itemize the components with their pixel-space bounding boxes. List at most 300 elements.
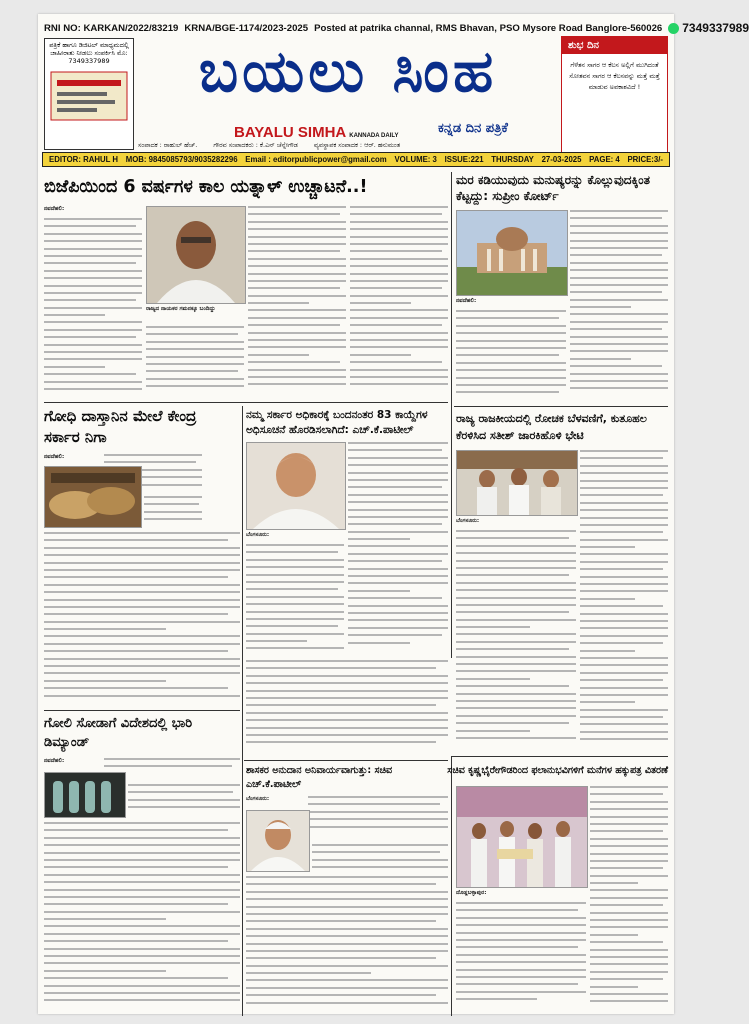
text-line (248, 265, 346, 267)
text-line (456, 626, 530, 628)
text-line (456, 567, 576, 569)
text-line (456, 530, 576, 532)
text-line (580, 627, 668, 629)
soda-body-side (128, 784, 240, 818)
text-line (248, 339, 346, 341)
text-line (44, 918, 166, 920)
text-line (308, 803, 440, 805)
text-line (246, 928, 448, 930)
text-line (456, 730, 530, 732)
mla-headline: ಶಾಸಕರ ಅನುದಾನ ಅನಿವಾರ್ಯವಾಗುತ್ತು: ಸಚಿವ ಎಚ್.ಕೆ.ಪಾಟೀಲ್ (246, 765, 393, 790)
text-line (590, 823, 668, 825)
text-line (590, 941, 663, 943)
text-line (590, 904, 663, 906)
text-line (590, 897, 668, 899)
text-line (456, 715, 576, 717)
text-line (248, 332, 346, 334)
text-line (312, 851, 440, 853)
text-line (590, 793, 663, 795)
kerala-dateline: ಬೆಂಗಳೂರು: (456, 518, 480, 524)
kerala-body-col2 (580, 450, 668, 750)
text-line (248, 221, 346, 223)
text-line (44, 940, 228, 942)
honorary-editor: ಗೌರವ ಸಂಪಾದಕರು : ಕೆ.ಎನ್ ಚೆನ್ನೇಗೌಡ (213, 141, 298, 149)
text-line (580, 694, 668, 696)
text-line (580, 561, 668, 563)
soda-dateline: ನವದೆಹಲಿ: (44, 758, 65, 764)
text-line (44, 925, 240, 927)
text-line (128, 791, 233, 793)
text-line (580, 598, 635, 600)
promo-text: ಪತ್ರಿಕೆ ಹಾಗೂ ಡಿಜಿಟಲ್ ಮಾಧ್ಯಮದಲ್ಲಿ ಜಾಹೀರಾತು ನೀಡಲು ಸಂಪರ್ಕಿಸಿ ಮೊ: 7349337989 (49, 41, 129, 66)
text-line (44, 218, 142, 220)
text-line (350, 258, 448, 260)
text-line (456, 932, 586, 934)
text-line (456, 589, 576, 591)
postal-info: Posted at patrika channal, RMS Bhavan, PSO Mysore Road Banglore-560026 (314, 22, 663, 34)
text-line (246, 913, 448, 915)
text-line (104, 765, 232, 767)
text-line (246, 994, 436, 996)
text-line (350, 250, 442, 252)
text-line (590, 986, 638, 988)
text-line (128, 806, 240, 808)
text-line (246, 987, 448, 989)
text-line (580, 524, 668, 526)
rni-number: RNI NO: KARKAN/2022/83219 (44, 22, 179, 34)
krna-number: KRNA/BGE-1174/2023-2025 (184, 22, 309, 34)
wheat-photo (44, 466, 142, 528)
text-line (246, 611, 344, 613)
text-line (580, 576, 668, 578)
text-line (350, 361, 442, 363)
text-line (246, 965, 448, 967)
wheat-body-main (44, 532, 240, 704)
text-line (246, 625, 338, 627)
text-line (456, 685, 569, 687)
text-line (246, 898, 448, 900)
editor-label: EDITOR: RAHUL H (49, 155, 119, 164)
text-line (246, 741, 436, 743)
masthead (138, 36, 558, 162)
text-line (570, 262, 668, 264)
text-line (312, 859, 448, 861)
text-line (580, 738, 668, 740)
text-line (44, 822, 240, 824)
text-line (44, 606, 240, 608)
text-line (348, 568, 448, 570)
text-line (580, 546, 635, 548)
text-line (350, 369, 448, 371)
text-line (248, 354, 309, 356)
text-line (570, 217, 662, 219)
text-line (44, 366, 105, 368)
text-line (456, 552, 576, 554)
text-line (248, 376, 346, 378)
text-line (348, 545, 448, 547)
text-line (580, 650, 635, 652)
housing-headline: ಸಚಿವ ಕೃಷ್ಣಭೈರೇಗೌಡರಿಂದ ಫಲಾನುಭವಿಗಳಿಗೆ ಮನೆಗಳ ಹಕ್ಕುಪತ್ರ ವಿತರಣೆ (447, 765, 668, 776)
text-line (44, 665, 240, 667)
text-line (44, 672, 240, 674)
text-line (44, 285, 142, 287)
text-line (246, 876, 448, 878)
text-line (44, 233, 142, 235)
text-line (44, 547, 240, 549)
text-line (350, 228, 448, 230)
text-line (348, 464, 448, 466)
issue: ISSUE:221 (444, 155, 484, 164)
text-line (44, 650, 228, 652)
text-line (246, 667, 436, 669)
text-line (246, 1002, 448, 1004)
text-line (44, 643, 240, 645)
text-line (348, 634, 442, 636)
text-line (248, 295, 346, 297)
phone-block (668, 21, 749, 35)
text-line (348, 597, 442, 599)
text-line (246, 906, 448, 908)
text-line (580, 731, 668, 733)
tree-dateline: ನವದೆಹಲಿ: (456, 298, 477, 304)
boards-body-col2 (348, 442, 448, 656)
text-line (456, 332, 566, 334)
boards-photo (246, 442, 346, 530)
text-line (570, 232, 668, 234)
text-line (44, 621, 240, 623)
text-line (44, 255, 142, 257)
text-line (348, 523, 442, 525)
text-line (44, 539, 228, 541)
text-line (570, 358, 631, 360)
handover-event-image (457, 787, 587, 887)
whatsapp-icon (668, 23, 679, 34)
text-line (456, 641, 576, 643)
wheat-dateline: ನವದೆಹಲಿ: (44, 454, 65, 460)
text-line (350, 376, 448, 378)
text-line (246, 712, 448, 714)
lead-headline: ಬಿಜೆಪಿಯಿಂದ 6 ವರ್ಷಗಳ ಕಾಲ ಯತ್ನಾಳ್ ಉಚ್ಚಾಟನೆ..! (44, 177, 368, 197)
text-line (570, 313, 668, 315)
text-line (590, 867, 663, 869)
text-line (580, 657, 668, 659)
text-line (456, 317, 559, 319)
text-line (590, 853, 668, 855)
shubha-dina-quote: ಗೆಳೆತನ ಸಾಗರ ಆ ಕೆಲಸ ಅಲ್ಲಿಗೆ ಮುಗಿದಂತೆ ಸೋತವನ ಸಾಗರ ಆ ಕೆಲಸವನ್ನು ಮತ್ತೆ ಮತ್ತೆ ಮಾಡುವ ಅವಕಾಶವಿದೆ ! (569, 61, 660, 91)
text-line (146, 348, 244, 350)
text-line (246, 618, 344, 620)
text-line (590, 971, 668, 973)
text-line (246, 551, 338, 553)
text-line (246, 734, 448, 736)
text-line (456, 707, 576, 709)
text-line (246, 581, 344, 583)
text-line (580, 716, 663, 718)
text-line (308, 818, 448, 820)
text-line (146, 363, 244, 365)
text-line (248, 369, 346, 371)
text-line (246, 675, 448, 677)
newspaper-tagline: ಕನ್ನಡ ದಿನ ಪತ್ರಿಕೆ (438, 121, 508, 136)
tree-photo (456, 210, 568, 296)
text-line (570, 254, 662, 256)
text-line (580, 494, 663, 496)
text-line (248, 236, 346, 238)
text-line (146, 385, 244, 387)
text-line (456, 983, 578, 985)
text-line (580, 539, 668, 541)
text-line (246, 920, 436, 922)
text-line (456, 597, 576, 599)
text-line (44, 262, 136, 264)
text-line (456, 722, 569, 724)
kerala-headline: ರಾಜ್ಯ ರಾಜಕೀಯದಲ್ಲಿ ರೋಚಕ ಬೆಳವಣಿಗೆ, ಕುತೂಹಲ ಕೆರಳಿಸಿದ ಸತೀಶ್ ಜಾರಕಿಹೊಳಿ ಭೇಟಿ (456, 412, 647, 442)
text-line (44, 962, 240, 964)
text-line (44, 687, 228, 689)
text-line (456, 325, 566, 327)
text-line (580, 590, 668, 592)
text-line (570, 210, 668, 212)
text-line (128, 784, 240, 786)
text-line (348, 605, 448, 607)
text-line (456, 537, 569, 539)
text-line (456, 369, 566, 371)
text-line (44, 985, 240, 987)
text-line (348, 642, 410, 644)
text-line (348, 619, 448, 621)
text-line (246, 682, 448, 684)
text-line (350, 383, 448, 385)
text-line (590, 801, 668, 803)
text-line (348, 509, 448, 511)
text-line (246, 979, 448, 981)
text-line (44, 344, 142, 346)
text-line (350, 324, 442, 326)
text-line (590, 978, 663, 980)
text-line (580, 568, 663, 570)
text-line (350, 302, 411, 304)
text-line (350, 295, 448, 297)
housing-photo (456, 786, 588, 888)
text-line (44, 695, 240, 697)
text-line (44, 977, 228, 979)
text-line (456, 954, 586, 956)
text-line (590, 963, 668, 965)
text-line (248, 317, 346, 319)
text-line (580, 642, 663, 644)
soda-photo (44, 772, 126, 818)
boards-body-col1 (246, 544, 344, 656)
text-line (580, 635, 668, 637)
text-line (580, 502, 668, 504)
lead-dateline: ನವದೆಹಲಿ: (44, 206, 65, 212)
text-line (44, 999, 240, 1001)
text-line (44, 658, 240, 660)
text-line (590, 786, 668, 788)
text-line (104, 454, 202, 456)
text-line (580, 487, 668, 489)
text-line (44, 388, 142, 390)
text-line (44, 613, 228, 615)
text-line (44, 562, 240, 564)
text-line (456, 939, 586, 941)
text-line (456, 678, 530, 680)
text-line (312, 844, 448, 846)
text-line (570, 321, 668, 323)
wheat-body-side (144, 496, 202, 526)
wheat-storage-image (45, 467, 141, 527)
text-line (246, 566, 344, 568)
text-line (570, 306, 631, 308)
shubha-dina-heading: ಶುಭ ದಿನ (562, 37, 667, 54)
text-line (350, 273, 448, 275)
text-line (350, 287, 442, 289)
text-line (44, 874, 240, 876)
lead-photo (146, 206, 246, 304)
text-line (456, 354, 559, 356)
housing-body-col1 (456, 902, 586, 1012)
text-line (44, 844, 240, 846)
text-line (590, 919, 668, 921)
text-line (570, 240, 668, 242)
text-line (350, 280, 448, 282)
text-line (580, 472, 668, 474)
text-line (44, 381, 142, 383)
text-line (348, 479, 448, 481)
text-line (580, 709, 668, 711)
newspaper-title-english: BAYALU SIMHA KANNADA DAILY (234, 124, 399, 141)
text-line (580, 531, 663, 533)
housing-body-col2 (590, 786, 668, 1012)
text-line (348, 627, 448, 629)
text-line (44, 248, 142, 250)
text-line (44, 321, 142, 323)
text-line (456, 700, 576, 702)
text-line (456, 574, 569, 576)
text-line (570, 336, 668, 338)
text-line (456, 976, 586, 978)
text-line (348, 457, 448, 459)
text-line (44, 992, 240, 994)
text-line (456, 924, 586, 926)
text-line (246, 697, 448, 699)
text-line (308, 826, 448, 828)
text-line (308, 796, 448, 798)
text-line (456, 347, 566, 349)
editor-name: ಸಂಪಾದಕ : ರಾಹುಲ್ ಹೆಚ್. (138, 141, 198, 149)
text-line (570, 343, 668, 345)
text-line (246, 972, 371, 974)
text-line (44, 859, 240, 861)
text-line (246, 690, 448, 692)
boards-dateline: ಬೆಂಗಳೂರು: (246, 532, 270, 538)
text-line (246, 647, 344, 649)
text-line (246, 603, 344, 605)
text-line (590, 949, 668, 951)
kerala-body-col1 (456, 530, 576, 750)
managing-editor: ವ್ಯವಸ್ಥಾಪಕ ಸಂಪಾದಕ : ಆರ್. ಹನುಮಂತ (313, 141, 401, 149)
text-line (456, 604, 576, 606)
text-line (580, 701, 635, 703)
text-line (146, 333, 238, 335)
mla-photo (246, 810, 310, 872)
registration-line (44, 18, 749, 38)
text-line (246, 719, 448, 721)
text-line (44, 532, 240, 534)
text-line (44, 911, 240, 913)
text-line (580, 679, 663, 681)
text-line (246, 957, 436, 959)
text-line (570, 277, 668, 279)
text-line (350, 236, 448, 238)
text-line (456, 391, 559, 393)
text-line (350, 309, 448, 311)
text-line (456, 648, 569, 650)
weekday: THURSDAY (491, 155, 534, 164)
text-line (570, 299, 668, 301)
text-line (456, 737, 576, 739)
text-line (44, 628, 166, 630)
text-line (570, 373, 668, 375)
text-line (246, 950, 448, 952)
text-line (570, 350, 668, 352)
text-line (570, 328, 662, 330)
mobile-numbers: MOB: 9845085793/9035282296 (125, 155, 238, 164)
lead-body-col3 (248, 206, 346, 398)
text-line (248, 213, 340, 215)
shubha-dina-box (561, 36, 668, 162)
text-line (146, 341, 244, 343)
text-line (456, 377, 566, 379)
text-line (146, 370, 238, 372)
text-line (246, 704, 436, 706)
text-line (144, 518, 202, 520)
text-line (456, 991, 586, 993)
text-line (348, 560, 442, 562)
text-line (456, 582, 576, 584)
lead-body-col4 (350, 206, 448, 398)
text-line (44, 307, 142, 309)
volume: VOLUME: 3 (394, 155, 437, 164)
text-line (44, 680, 166, 682)
text-line (44, 277, 142, 279)
text-line (350, 354, 411, 356)
text-line (350, 332, 448, 334)
lead-caption: ರಾಜ್ಯದ ನಾಯಕರ ಗಮನಕ್ಕೂ ಬಂದಿದ್ದು (146, 306, 216, 312)
text-line (44, 635, 240, 637)
text-line (580, 457, 663, 459)
text-line (348, 501, 448, 503)
tree-body-col1 (456, 310, 566, 400)
text-line (44, 970, 166, 972)
text-line (456, 362, 566, 364)
text-line (570, 225, 668, 227)
text-line (456, 969, 586, 971)
text-line (350, 346, 448, 348)
minister-portrait-small (247, 811, 309, 871)
text-line (590, 860, 668, 862)
mla-dateline: ಬೆಂಗಳೂರು: (246, 796, 270, 802)
politician-portrait (147, 207, 245, 303)
text-line (348, 538, 410, 540)
text-line (348, 486, 442, 488)
text-line (590, 993, 668, 995)
text-line (248, 250, 340, 252)
text-line (248, 346, 346, 348)
text-line (44, 889, 240, 891)
soda-headline: ಗೋಲಿ ಸೋಡಾಗೆ ವಿದೇಶದಲ್ಲಿ ಭಾರಿ ಡಿಮ್ಯಾಂಡ್ (44, 716, 193, 750)
text-line (44, 292, 142, 294)
